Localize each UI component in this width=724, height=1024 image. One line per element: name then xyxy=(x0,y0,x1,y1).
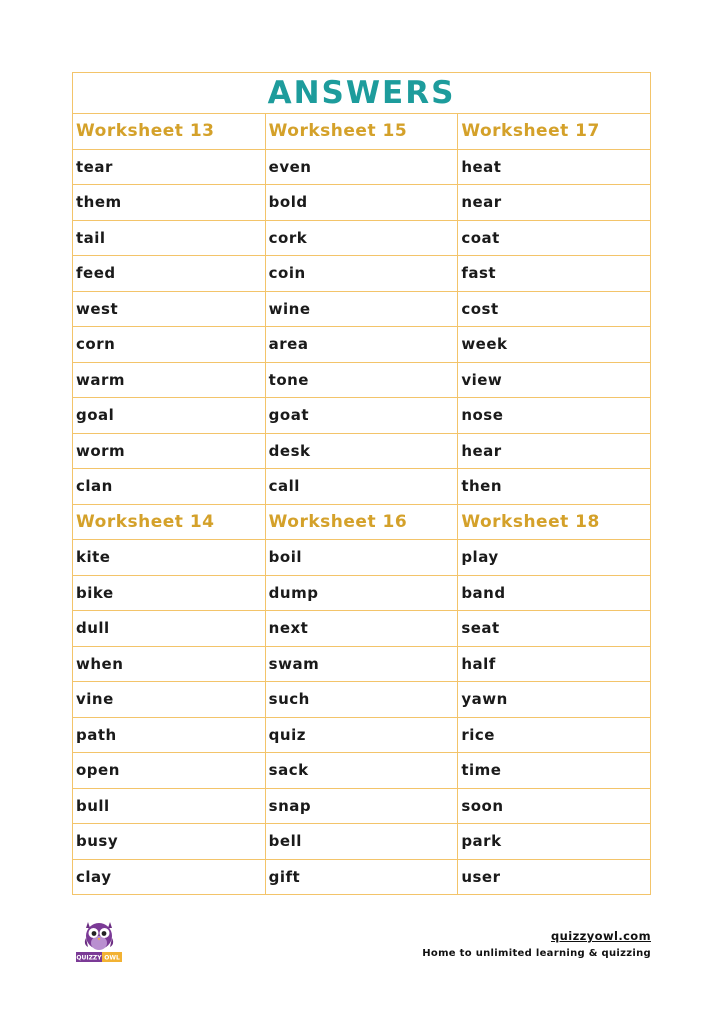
logo-text-owl: OWL xyxy=(104,954,120,962)
answer-cell: user xyxy=(458,859,651,895)
answer-cell: then xyxy=(458,469,651,505)
answers-table xyxy=(72,72,651,895)
table-row xyxy=(73,433,651,469)
answer-cell: view xyxy=(458,362,651,398)
answer-cell: swam xyxy=(265,646,458,682)
answers-table-body xyxy=(73,73,651,895)
answer-cell: even xyxy=(265,149,458,185)
answer-cell: park xyxy=(458,824,651,860)
table-row xyxy=(73,682,651,718)
answer-cell: fast xyxy=(458,256,651,292)
answer-cell: path xyxy=(73,717,266,753)
answer-cell: desk xyxy=(265,433,458,469)
answer-cell: snap xyxy=(265,788,458,824)
table-row xyxy=(73,788,651,824)
table-row xyxy=(73,575,651,611)
answer-cell: call xyxy=(265,469,458,505)
table-row xyxy=(73,646,651,682)
table-row xyxy=(73,611,651,647)
answer-cell: rice xyxy=(458,717,651,753)
worksheet-heading: Worksheet 17 xyxy=(458,114,651,150)
table-row xyxy=(73,398,651,434)
table-row xyxy=(73,540,651,576)
answer-cell: gift xyxy=(265,859,458,895)
answer-cell: half xyxy=(458,646,651,682)
worksheet-header-row xyxy=(73,114,651,150)
answer-cell: time xyxy=(458,753,651,789)
answer-cell: coin xyxy=(265,256,458,292)
table-row xyxy=(73,859,651,895)
answer-cell: bell xyxy=(265,824,458,860)
answer-cell: dull xyxy=(73,611,266,647)
answer-cell: clay xyxy=(73,859,266,895)
answer-cell: goat xyxy=(265,398,458,434)
answer-cell: open xyxy=(73,753,266,789)
answer-cell: yawn xyxy=(458,682,651,718)
answer-cell: bike xyxy=(73,575,266,611)
answer-cell: heat xyxy=(458,149,651,185)
table-row xyxy=(73,469,651,505)
worksheet-heading: Worksheet 13 xyxy=(73,114,266,150)
answer-cell: near xyxy=(458,185,651,221)
worksheet-heading: Worksheet 14 xyxy=(73,504,266,540)
answer-cell: band xyxy=(458,575,651,611)
owl-icon xyxy=(85,922,113,950)
answer-cell: tail xyxy=(73,220,266,256)
answer-cell: cost xyxy=(458,291,651,327)
answer-cell: bold xyxy=(265,185,458,221)
title-row xyxy=(73,73,651,114)
answer-cell: bull xyxy=(73,788,266,824)
page-title: ANSWERS xyxy=(73,73,651,114)
answer-cell: worm xyxy=(73,433,266,469)
answer-cell: wine xyxy=(265,291,458,327)
table-row xyxy=(73,362,651,398)
worksheet-header-row xyxy=(73,504,651,540)
answer-cell: warm xyxy=(73,362,266,398)
worksheet-heading: Worksheet 16 xyxy=(265,504,458,540)
answer-cell: play xyxy=(458,540,651,576)
table-row xyxy=(73,256,651,292)
answer-cell: west xyxy=(73,291,266,327)
answer-cell: coat xyxy=(458,220,651,256)
table-row xyxy=(73,220,651,256)
answer-cell: them xyxy=(73,185,266,221)
answer-cell: when xyxy=(73,646,266,682)
logo-text-quizzy: QUIZZY xyxy=(76,954,102,962)
answer-cell: tone xyxy=(265,362,458,398)
answer-cell: clan xyxy=(73,469,266,505)
answer-cell: such xyxy=(265,682,458,718)
worksheet-heading: Worksheet 15 xyxy=(265,114,458,150)
answer-cell: soon xyxy=(458,788,651,824)
table-row xyxy=(73,291,651,327)
answer-cell: boil xyxy=(265,540,458,576)
table-row xyxy=(73,753,651,789)
quizzyowl-logo xyxy=(74,914,124,964)
table-row xyxy=(73,149,651,185)
answer-cell: corn xyxy=(73,327,266,363)
table-row xyxy=(73,185,651,221)
answer-cell: goal xyxy=(73,398,266,434)
answer-cell: sack xyxy=(265,753,458,789)
answer-cell: nose xyxy=(458,398,651,434)
table-row xyxy=(73,824,651,860)
answer-cell: hear xyxy=(458,433,651,469)
answer-cell: next xyxy=(265,611,458,647)
answer-cell: week xyxy=(458,327,651,363)
table-row xyxy=(73,327,651,363)
worksheet-heading: Worksheet 18 xyxy=(458,504,651,540)
answer-cell: cork xyxy=(265,220,458,256)
answer-cell: busy xyxy=(73,824,266,860)
table-row xyxy=(73,717,651,753)
answer-cell: dump xyxy=(265,575,458,611)
answer-cell: kite xyxy=(73,540,266,576)
answer-cell: vine xyxy=(73,682,266,718)
answer-cell: area xyxy=(265,327,458,363)
answer-cell: tear xyxy=(73,149,266,185)
site-tagline: Home to unlimited learning & quizzing xyxy=(422,948,651,959)
answer-cell: seat xyxy=(458,611,651,647)
answer-cell: feed xyxy=(73,256,266,292)
site-link[interactable]: quizzyowl.com xyxy=(551,929,651,943)
answer-cell: quiz xyxy=(265,717,458,753)
